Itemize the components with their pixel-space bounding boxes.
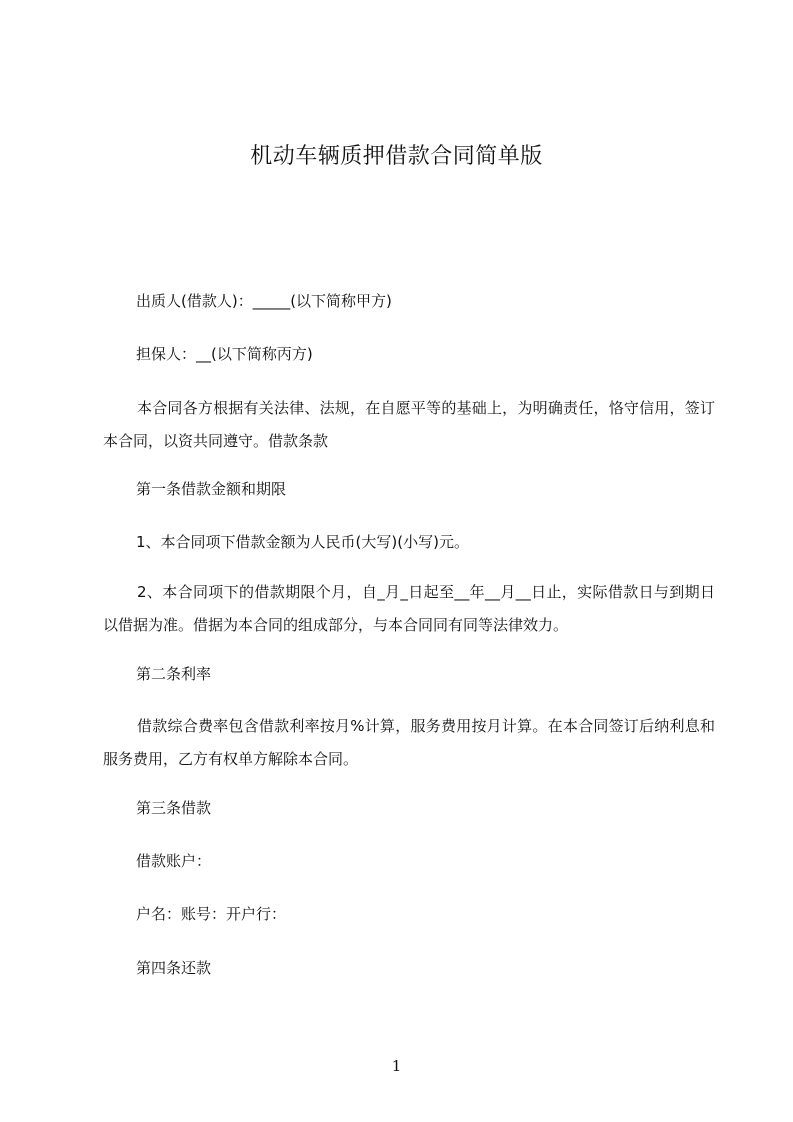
article-2-heading: 第二条利率 — [136, 665, 212, 683]
article-1-heading: 第一条借款金额和期限 — [136, 480, 287, 498]
pledgor-line: 出质人(借款人)：_____(以下简称甲方) — [136, 292, 392, 310]
preamble-paragraph: 本合同各方根据有关法律、法规，在自愿平等的基础上，为明确责任，恪守信用，签订本合同，以资共同遵守。借款条款 — [103, 399, 715, 450]
guarantor-line: 担保人：__(以下简称丙方) — [136, 345, 313, 363]
document-title: 机动车辆质押借款合同简单版 — [250, 144, 543, 169]
article-4-heading: 第四条还款 — [136, 959, 212, 977]
article-1-item-1: 1、本合同项下借款金额为人民币(大写)(小写)元。 — [136, 533, 469, 551]
article-3-heading: 第三条借款 — [136, 799, 212, 817]
account-label: 借款账户： — [136, 852, 212, 870]
article-2-paragraph: 借款综合费率包含借款利率按月%计算，服务费用按月计算。在本合同签订后纳利息和服务费用，乙方有权单方解除本合同。 — [103, 717, 715, 768]
page-number: 1 — [391, 1057, 402, 1075]
article-1-item-2: 2、本合同项下的借款期限个月，自_月_日起至__年__月__日止，实际借款日与到期日以借据为准。借据为本合同的组成部分，与本合同同有同等法律效力。 — [103, 583, 715, 634]
account-fields: 户名：账号：开户行： — [136, 905, 287, 923]
